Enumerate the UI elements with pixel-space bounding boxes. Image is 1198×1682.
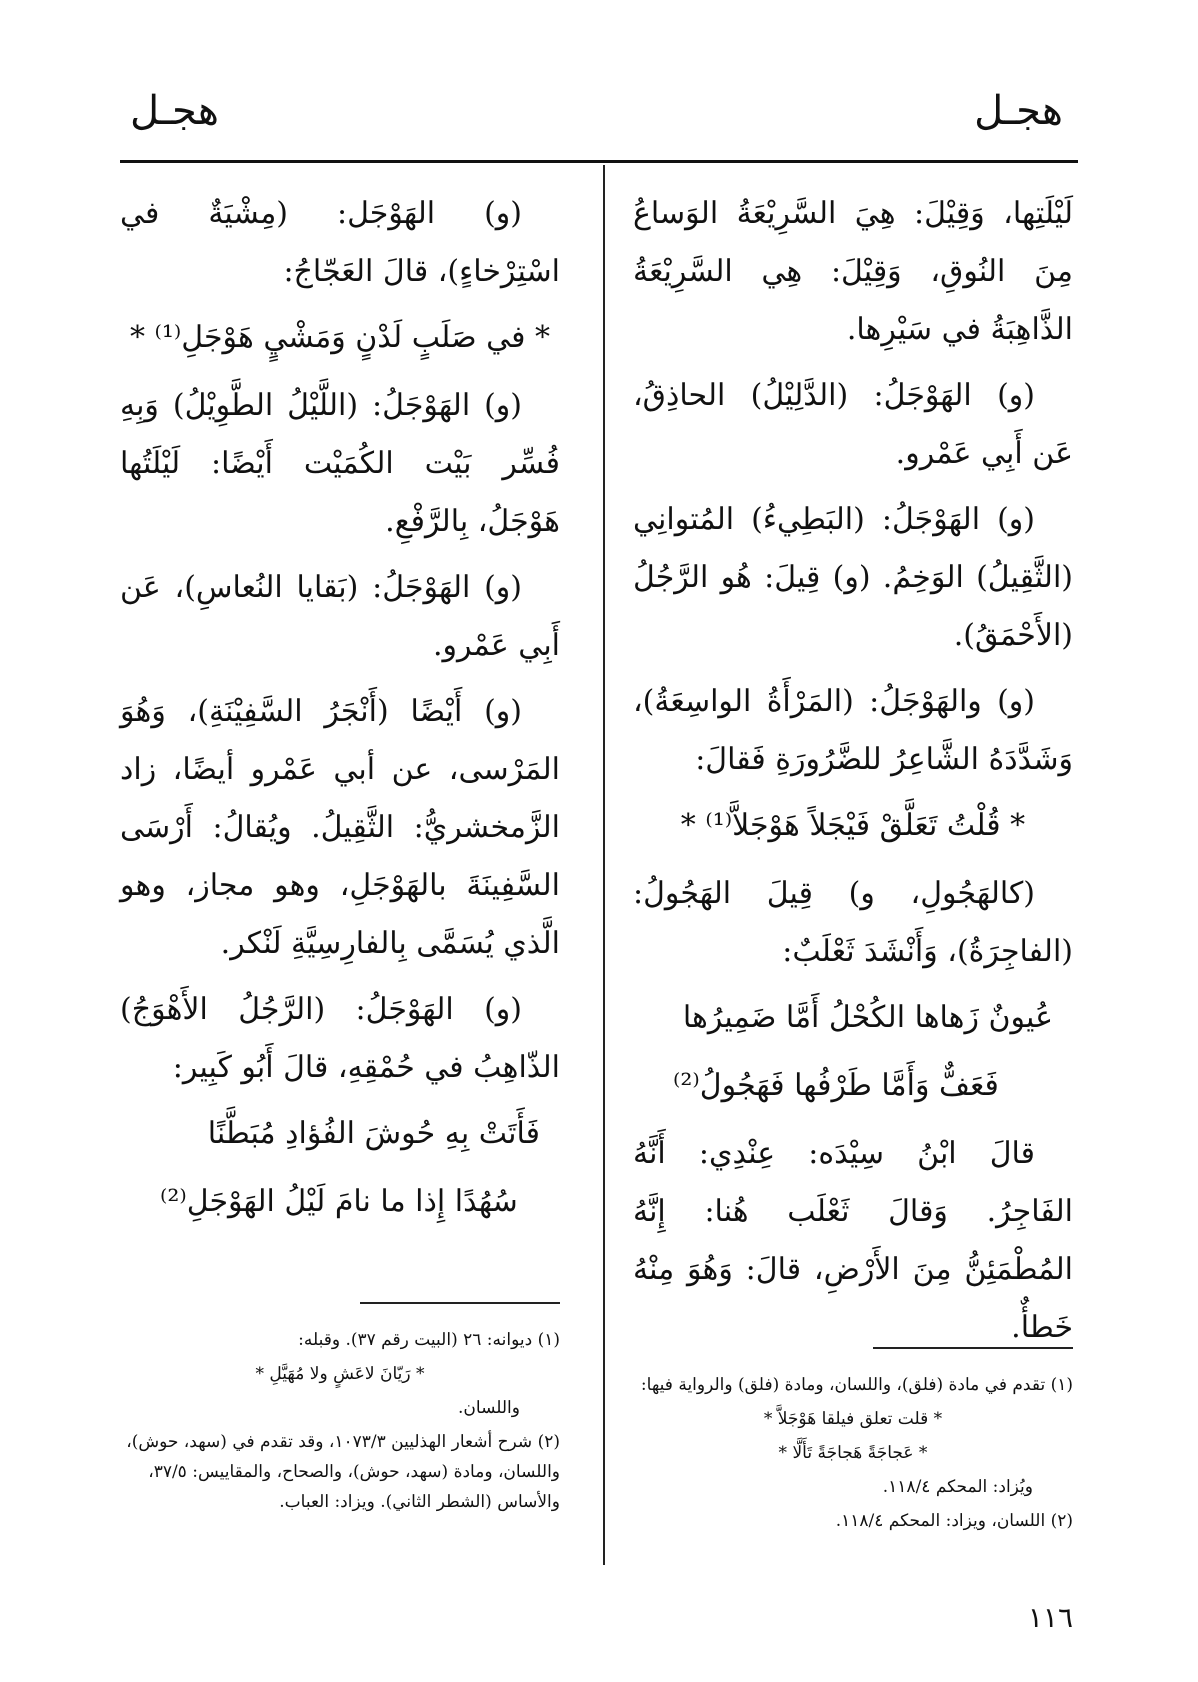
paragraph: (و) الهَوْجَل: (مِشْيَةٌ في اسْتِرْخاءٍ)، قالَ العَجّاجُ: bbox=[120, 196, 560, 289]
footnotes-right bbox=[633, 1370, 1073, 1540]
verse-hemistich-second: فَعَفٌّ وَأَمَّا طَرْفُها فَهَجُولُ⁽²⁾ bbox=[673, 1068, 999, 1103]
paragraph: (و) الهَوْجَلُ: (الرَّجُلُ الأَهْوَجُ) الذّاهِبُ في حُمْقِهِ، قالَ أَبُو كَبِير: bbox=[120, 992, 560, 1085]
paragraph: (و) الهَوْجَلُ: (البَطِيءُ) المُتوانِي (الثَّقِيلُ) الوَخِمُ. (و) قِيلَ: هُو الرَّجُلُ (الأَحْمَقُ). bbox=[633, 502, 1073, 653]
paragraph: (و) والهَوْجَلُ: (المَرْأَةُ الواسِعَةُ)، وَشَدَّدَهُ الشَّاعِرُ للضَّرُورَةِ فَقالَ: bbox=[633, 684, 1073, 777]
footnote-rule-left bbox=[360, 1302, 560, 1304]
footnote-tail: واللسان. bbox=[458, 1398, 520, 1418]
verse-hemistich-second: سُهُدًا إِذا ما نامَ لَيْلُ الهَوْجَلِ⁽²⁾ bbox=[160, 1184, 518, 1219]
left-column bbox=[120, 185, 560, 1241]
footnote: (٢) شرح أشعار الهذليين ١٠٧٣/٣، وقد تقدم في (سهد، حوش)، واللسان، ومادة (سهد، حوش)، والصحاح، والمقاييس: ٣٧/٥، والأساس (الشطر الثاني). ويزاد: العباب. bbox=[126, 1432, 560, 1512]
column-divider bbox=[603, 165, 605, 1565]
header-rule bbox=[120, 160, 1078, 163]
footnotes-left bbox=[120, 1325, 560, 1521]
footnote-rule-right bbox=[873, 1347, 1073, 1349]
verse-line: * في صَلَبٍ لَدْنٍ وَمَشْيٍ هَوْجَلِ⁽¹⁾ * bbox=[129, 320, 551, 355]
verse-hemistich-first: عُيونٌ زَهاها الكُحْلُ أَمَّا ضَمِيرُها bbox=[682, 1000, 1053, 1035]
running-header-left: هجـل bbox=[130, 88, 219, 134]
paragraph: (و) الهَوْجَلُ: (بَقايا النُعاسِ)، عَن أَبِي عَمْرو. bbox=[120, 570, 560, 663]
paragraph: (و) أَيْضًا (أَنْجَرُ السَّفِيْنَةِ)، وَهُوَ المَرْسى، عن أبي عَمْرو أيضًا، زاد الزَّمخشريُّ: الثَّقِيلُ. ويُقالُ: أَرْسَى السَّفِينَةَ بالهَوْجَلِ، وهو مجاز، وهو الَّذي يُسَمَّى بِالفارِسِيَّةِ لَنْكر. bbox=[120, 694, 560, 961]
footnote-verse: * عَجاجَةً هَجاجَةً تَأَلَّا * bbox=[778, 1443, 928, 1463]
footnote: (١) ديوانه: ٢٦ (البيت رقم ٣٧). وقبله: bbox=[298, 1330, 560, 1350]
paragraph: قالَ ابْنُ سِيْدَه: عِنْدِي: أَنَّهُ الفَاجِرُ. وَقالَ ثَعْلَب هُنا: إِنَّهُ المُطْمَئِنُّ مِنَ الأَرْضِ، قالَ: وَهُوَ مِنْهُ خَطأٌ. bbox=[633, 1136, 1073, 1345]
footnote: (٢) اللسان، ويزاد: المحكم ١١٨/٤. bbox=[835, 1511, 1073, 1531]
footnote-tail: ويُزاد: المحكم ١١٨/٤. bbox=[882, 1477, 1033, 1497]
footnote: (١) تقدم في مادة (فلق)، واللسان، ومادة (فلق) والرواية فيها: bbox=[640, 1375, 1073, 1395]
paragraph: (و) الهَوْجَلُ: (اللَّيْلُ الطَّوِيْلُ) وَبِهِ فُسِّر بَيْت الكُمَيْت أَيْضًا: لَيْلَتُها هَوْجَلُ، بِالرَّفْعِ. bbox=[120, 388, 560, 539]
footnote-verse: * رَيّانَ لاعَشٍ ولا مُهَيَّلِ * bbox=[255, 1364, 425, 1384]
verse-line: * قُلْتُ تَعَلَّقْ فَيْجَلاً هَوْجَلاَّ⁽¹⁾ * bbox=[680, 808, 1026, 843]
running-header-right: هجـل bbox=[974, 88, 1063, 134]
paragraph: (كالهَجُولِ، و) قِيلَ الهَجُولُ: (الفاجِرَةُ)، وَأَنْشَدَ ثَعْلَبٌ: bbox=[633, 876, 1073, 969]
footnote-verse: * قلت تعلق فيلقا هَوْجَلاَّ * bbox=[763, 1409, 943, 1429]
paragraph: لَيْلَتِها، وَقِيْلَ: هِيَ السَّرِيْعَةُ الوَساعُ مِنَ النُوقِ، وَقِيْلَ: هِي السَّرِيْعَةُ الذَّاهِبَةُ في سَيْرِها. bbox=[633, 196, 1073, 347]
paragraph: (و) الهَوْجَلُ: (الدَّلِيْلُ) الحاذِقُ، عَن أَبِي عَمْرو. bbox=[633, 378, 1073, 471]
right-column bbox=[633, 185, 1073, 1365]
page-number: ١١٦ bbox=[1027, 1601, 1073, 1634]
verse-hemistich-first: فَأَتَتْ بِهِ حُوشَ الفُؤادِ مُبَطَّنًا bbox=[207, 1116, 540, 1151]
